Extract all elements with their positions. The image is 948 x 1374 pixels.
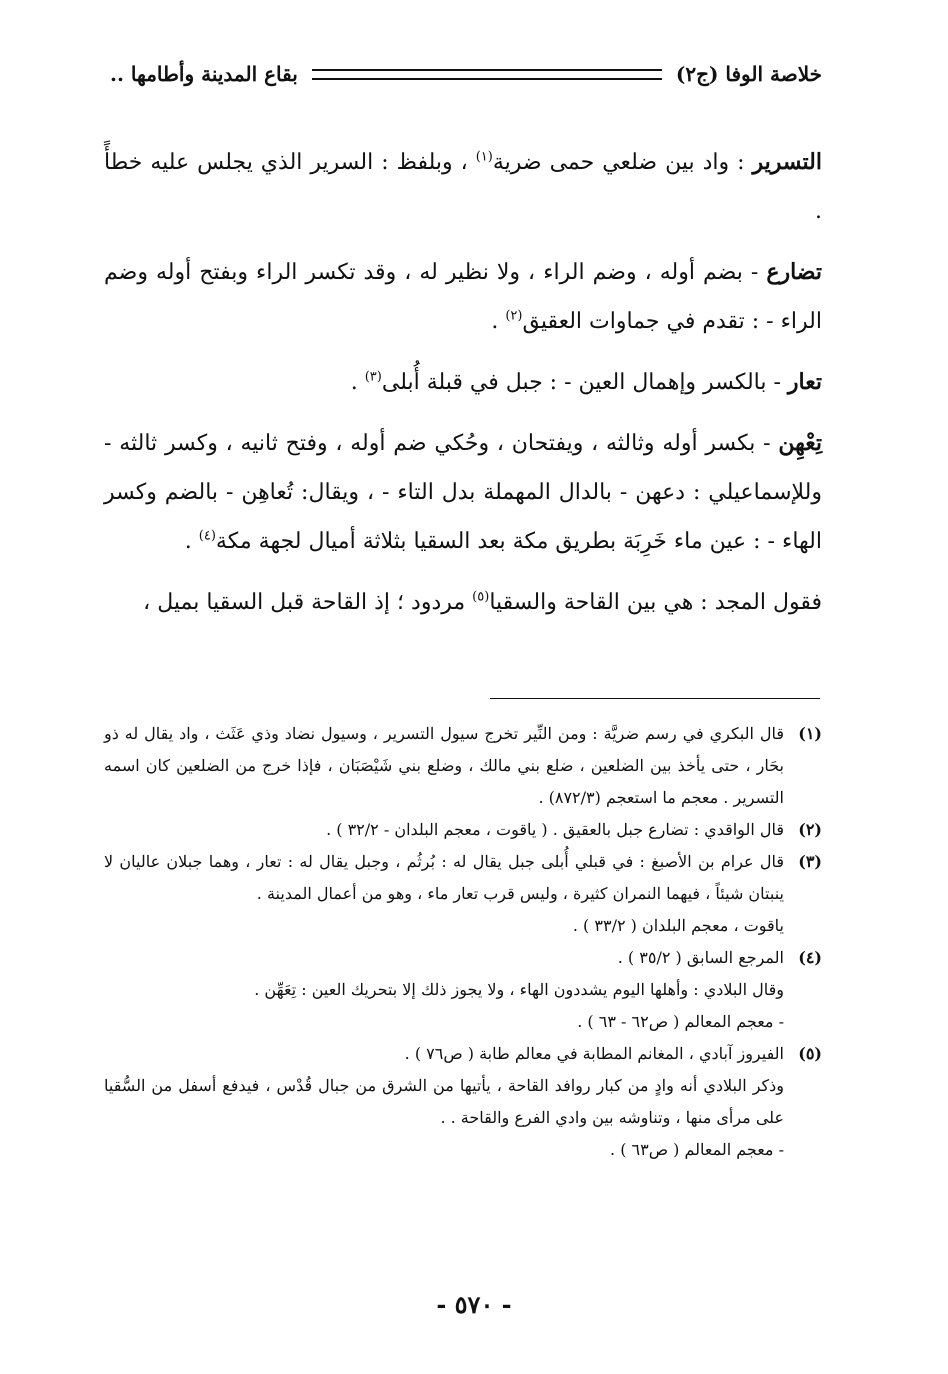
footnote-5 [104,1038,822,1166]
footnote-2 [104,814,822,846]
entry-text: . [184,529,199,554]
footnote-line: المرجع السابق ( ٣٥/٢ ) . [617,948,784,967]
footnotes [104,718,822,1166]
footnote-ref[interactable]: (١) [475,149,493,165]
closing-text: فقول المجد : هي بين القاحة والسقيا [489,590,822,615]
footnote-line: وذكر البلادي أنه وادٍ من كبار روافد القاحة ، يأتيها من الشرق من جبال قُدْس ، فيدفع أسفل من السُّقيا على مرأى منها ، وتناوشه بين وادي الفرع والقاحة . . [104,1076,784,1127]
footnote-ref[interactable]: (٣) [364,369,382,385]
main-text [104,138,822,639]
footnote-text [104,1038,784,1166]
footnote-3 [104,846,822,942]
entry-term: تِعْهِن [778,430,822,456]
footnote-1 [104,718,822,814]
footnote-line: ياقوت ، معجم البلدان ( ٣٣/٢ ) . [572,916,784,935]
footnote-ref[interactable]: (٢) [505,308,523,324]
entry-term: التسرير [752,149,822,175]
entry-tihin [104,419,822,566]
page-number: - ٥٧٠ - [436,1290,512,1319]
footnote-separator [490,698,820,699]
footnote-ref[interactable]: (٥) [472,589,490,605]
entry-tadari [104,248,822,346]
footnote-4 [104,942,822,1038]
footnote-text [104,942,784,1038]
footnote-text [104,846,784,942]
footnote-ref[interactable]: (٤) [198,528,216,544]
entry-text: - بكسر أوله وثالثه ، ويفتحان ، وحُكي ضم أوله ، وفتح ثانيه ، وكسر ثالثه - وللإسماعيلي : دعهن - بالدال المهملة بدل التاء - ، ويقال: تُعاهِن - بالضم وكسر الهاء - : عين ماء خَرِبَة بطريق مكة بعد السقيا بثلاثة أميال لجهة مكة [104,431,822,554]
entry-taar [104,358,822,407]
footnote-line: الفيروز آبادي ، المغانم المطابة في معالم طابة ( ص٧٦ ) . [404,1044,784,1063]
closing-text: مردود ؛ إذ القاحة قبل السقيا بميل ، [143,590,473,615]
footnote-text [104,814,784,846]
footnote-number: (٢) [798,820,822,839]
footnote-number: (٥) [798,1044,822,1063]
footnote-line: - معجم المعالم ( ص٦٢ - ٦٣ ) . [577,1012,784,1031]
footnote-text [104,718,784,814]
closing-paragraph [104,578,822,627]
entry-term: تضارع [766,259,822,285]
running-header [110,58,822,90]
footnote-number: (١) [798,724,822,743]
header-rule [312,69,662,80]
footnote-number: (٣) [798,852,822,871]
footnote-line: قال عرام بن الأصبغ : في قبلي أُبلى جبل يقال له : بُرثُم ، وجبل يقال له : تعار ، وهما جبلان عاليان لا ينبتان شيئاً ، فيهما النمران كثيرة ، وليس قرب تعار ماء ، وهو من أعمال المدينة . [104,852,784,903]
footnote-line: قال الواقدي : تضارع جبل بالعقيق . ( ياقوت ، معجم البلدان - ٣٢/٢ ) . [326,820,784,839]
entry-text: - بضم أوله ، وضم الراء ، ولا نظير له ، وقد تكسر الراء وبفتح أوله وضم الراء - : تقدم في جماوات العقيق [104,260,822,334]
entry-text: : واد بين ضلعي حمى ضرية [492,150,753,175]
footnote-number: (٤) [798,948,822,967]
footnote-line: وقال البلادي : وأهلها اليوم يشددون الهاء ، ولا يجوز ذلك إلا بتحريك العين : تِعَهِّن . [254,980,784,999]
entry-tasrir [104,138,822,236]
entry-text: . [491,309,506,334]
footnote-line: قال البكري في رسم ضريَّة : ومن النِّير تخرج سيول التسرير ، وسيول نضاد وذي عَثَث ، واد يقال له ذو بحَار ، حتى يأخذ بين الضلعين ، ضلع بني مالك ، وضلع بني شَيْصَبَان ، فإذا خرج من الضلعين كان اسمه التسرير . معجم ما استعجم (٨٧٢/٣) . [104,724,784,807]
entry-text: ، وبلفظ : السرير الذي يجلس عليه خطأً . [104,150,822,224]
book-title: خلاصة الوفا (ج٢) [675,62,822,86]
entry-term: تعار [787,369,822,395]
section-title: بقاع المدينة وأطامها .. [110,62,298,86]
entry-text: - بالكسر وإهمال العين - : جبل في قبلة أُبلى [381,370,788,395]
footnote-line: - معجم المعالم ( ص٦٣ ) . [610,1140,784,1159]
entry-text: . [350,370,365,395]
